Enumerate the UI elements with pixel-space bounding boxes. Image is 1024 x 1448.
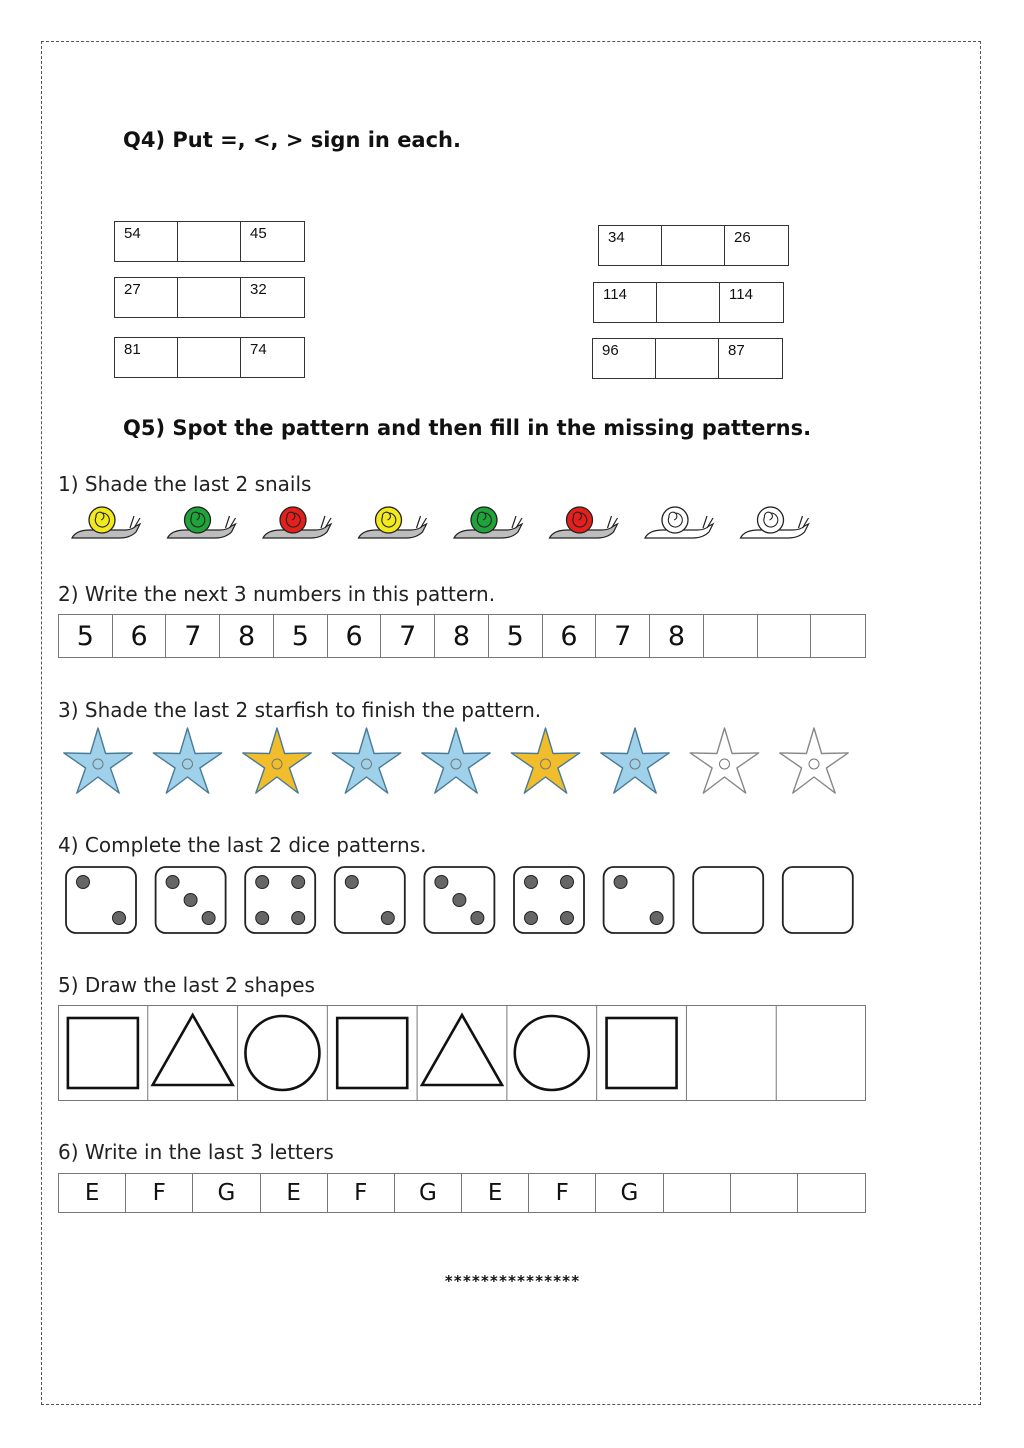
letter-cell: G xyxy=(395,1174,462,1212)
number-cell: 8 xyxy=(220,615,274,657)
letter-cell: E xyxy=(261,1174,328,1212)
task-5-label: 5) Draw the last 2 shapes xyxy=(58,973,315,997)
letter-cell: F xyxy=(529,1174,596,1212)
end-marker: *************** xyxy=(444,1272,580,1290)
die-pip xyxy=(435,876,448,889)
snail-icon xyxy=(550,507,618,538)
left-number: 34 xyxy=(599,226,662,265)
die-pip xyxy=(202,912,215,925)
letter-pattern-row xyxy=(58,1173,866,1213)
starfish-icon xyxy=(64,728,132,793)
die-pip xyxy=(113,912,126,925)
number-cell: 7 xyxy=(381,615,435,657)
left-number: 54 xyxy=(115,222,178,261)
die-pip xyxy=(292,912,305,925)
number-blank-cell[interactable] xyxy=(704,615,758,657)
letter-cell: F xyxy=(328,1174,395,1212)
task-6-label: 6) Write in the last 3 letters xyxy=(58,1140,334,1164)
q5-heading: Q5) Spot the pattern and then fill in the missing patterns. xyxy=(123,416,812,440)
sign-box[interactable] xyxy=(656,339,719,378)
shape-pattern-row xyxy=(58,1005,868,1103)
task-1-label: 1) Shade the last 2 snails xyxy=(58,472,312,496)
snail-icon xyxy=(168,507,236,538)
die-pip xyxy=(256,912,269,925)
comparison-row xyxy=(114,221,305,262)
die-pip xyxy=(184,894,197,907)
left-number: 114 xyxy=(594,283,657,322)
letter-cell: G xyxy=(193,1174,260,1212)
letter-blank-cell[interactable] xyxy=(664,1174,731,1212)
die-pip xyxy=(345,876,358,889)
die-pip xyxy=(525,876,538,889)
die-icon xyxy=(66,867,136,933)
task-3-label: 3) Shade the last 2 starfish to finish the pattern. xyxy=(58,698,542,722)
right-number: 74 xyxy=(250,341,267,358)
number-blank-cell[interactable] xyxy=(758,615,812,657)
comparison-row xyxy=(114,277,305,318)
die-pip xyxy=(561,876,574,889)
die-pip xyxy=(614,876,627,889)
number-cell: 8 xyxy=(650,615,704,657)
starfish-icon xyxy=(422,728,490,793)
right-number: 114 xyxy=(729,286,753,303)
right-number: 26 xyxy=(734,229,751,246)
number-cell: 5 xyxy=(489,615,543,657)
snail-icon[interactable] xyxy=(741,507,809,538)
number-cell: 7 xyxy=(596,615,650,657)
dice-row xyxy=(58,864,868,936)
q4-heading: Q4) Put =, <, > sign in each. xyxy=(123,128,461,152)
sign-box[interactable] xyxy=(657,283,720,322)
number-cell: 6 xyxy=(113,615,167,657)
snail-icon xyxy=(359,507,427,538)
right-number: 87 xyxy=(728,342,745,359)
die-pip xyxy=(292,876,305,889)
die-icon xyxy=(245,867,315,933)
comparison-row xyxy=(592,338,783,379)
die-icon xyxy=(604,867,674,933)
letter-cell: E xyxy=(59,1174,126,1212)
starfish-icon xyxy=(153,728,221,793)
die-icon[interactable] xyxy=(693,867,763,933)
starfish-row xyxy=(58,726,868,800)
starfish-icon xyxy=(243,728,311,793)
sign-box[interactable] xyxy=(178,222,241,261)
blank-shape-cell[interactable] xyxy=(688,1007,774,1099)
right-number: 45 xyxy=(250,225,267,242)
die-icon xyxy=(335,867,405,933)
number-blank-cell[interactable] xyxy=(811,615,865,657)
number-cell: 5 xyxy=(59,615,113,657)
letter-blank-cell[interactable] xyxy=(798,1174,865,1212)
letter-blank-cell[interactable] xyxy=(731,1174,798,1212)
snail-row xyxy=(58,500,858,546)
sign-box[interactable] xyxy=(662,226,725,265)
snail-icon xyxy=(454,507,522,538)
die-pip xyxy=(453,894,466,907)
snail-icon[interactable] xyxy=(645,507,713,538)
blank-shape-cell[interactable] xyxy=(778,1007,864,1099)
starfish-icon xyxy=(601,728,669,793)
die-pip xyxy=(561,912,574,925)
starfish-icon xyxy=(332,728,400,793)
left-number: 81 xyxy=(115,338,178,377)
die-pip xyxy=(650,912,663,925)
left-number: 27 xyxy=(115,278,178,317)
sign-box[interactable] xyxy=(178,338,241,377)
letter-cell: F xyxy=(126,1174,193,1212)
die-pip xyxy=(77,876,90,889)
number-cell: 6 xyxy=(543,615,597,657)
left-number: 96 xyxy=(593,339,656,378)
right-number: 32 xyxy=(250,281,267,298)
starfish-icon[interactable] xyxy=(780,728,848,793)
snail-icon xyxy=(263,507,331,538)
number-cell: 8 xyxy=(435,615,489,657)
comparison-row xyxy=(598,225,789,266)
task-2-label: 2) Write the next 3 numbers in this pattern. xyxy=(58,582,496,606)
number-cell: 6 xyxy=(328,615,382,657)
snail-icon xyxy=(72,507,140,538)
die-icon[interactable] xyxy=(783,867,853,933)
comparison-row xyxy=(114,337,305,378)
die-pip xyxy=(381,912,394,925)
starfish-icon xyxy=(511,728,579,793)
comparison-row xyxy=(593,282,784,323)
starfish-icon[interactable] xyxy=(690,728,758,793)
number-cell: 5 xyxy=(274,615,328,657)
number-pattern-row xyxy=(58,614,866,658)
die-pip xyxy=(471,912,484,925)
letter-cell: G xyxy=(596,1174,663,1212)
task-4-label: 4) Complete the last 2 dice patterns. xyxy=(58,833,427,857)
letter-cell: E xyxy=(462,1174,529,1212)
die-pip xyxy=(166,876,179,889)
sign-box[interactable] xyxy=(178,278,241,317)
number-cell: 7 xyxy=(166,615,220,657)
die-pip xyxy=(256,876,269,889)
die-icon xyxy=(514,867,584,933)
die-pip xyxy=(525,912,538,925)
